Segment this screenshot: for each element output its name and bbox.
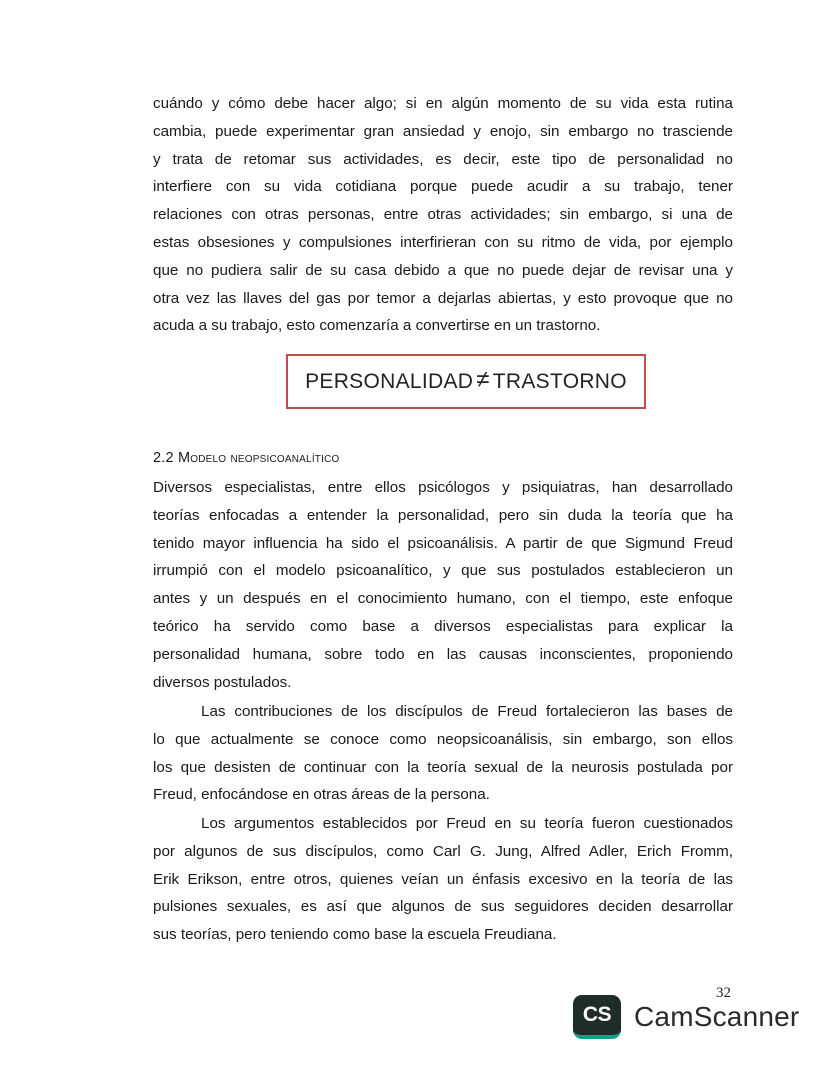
camscanner-brand: CamScanner [634,1001,800,1032]
callout-left-term: PERSONALIDAD [305,369,474,393]
text-line: por algunos de sus discípulos, como Carl G. Jung, Alfred Adler, Erich Fromm, [153,842,733,860]
text-line: Erik Erikson, entre otros, quienes veían un énfasis excesivo en la teoría de las [153,870,733,888]
text-line: que no pudiera salir de su casa debido a que no puede dejar de revisar una y [153,261,733,279]
paragraph-4 [153,810,733,949]
text-line: y trata de retomar sus actividades, es decir, este tipo de personalidad no [153,150,733,168]
personality-vs-disorder-callout [286,354,646,409]
text-line: teórico ha servido como base a diversos especialistas para explicar la [153,617,733,635]
section-heading: 2.2 Modelo neopsicoanalítico [153,450,340,466]
text-line: interfiere con su vida cotidiana porque puede acudir a su trabajo, tener [153,178,733,196]
text-line: personalidad humana, sobre todo en las causas inconscientes, proponiendo [153,645,733,663]
text-line: relaciones con otras personas, entre otras actividades; sin embargo, si una de [153,206,733,224]
text-line: cuándo y cómo debe hacer algo; si en algún momento de su vida esta rutina [153,95,733,112]
paragraph-2 [153,474,733,696]
text-line: Diversos especialistas, entre ellos psicólogos y psiquiatras, han desarrollado [153,479,733,496]
text-line: Los argumentos establecidos por Freud en su teoría fueron cuestionados [201,815,733,832]
text-line: cambia, puede experimentar gran ansiedad y enojo, sin embargo no trasciende [153,122,733,140]
page-number: 32 [716,985,731,1001]
text-line: antes y un después en el conocimiento humano, con el tiempo, este enfoque [153,590,733,608]
not-equal-symbol: ≠ [476,365,490,393]
text-line: lo que actualmente se conoce como neopsicoanálisis, sin embargo, son ellos [153,730,733,748]
camscanner-logo-text: CS [582,1003,612,1026]
text-line: los que desisten de continuar con la teoría sexual de la neurosis postulada por [153,758,733,776]
text-line: teorías enfocadas a entender la personalidad, pero sin duda la teoría que ha [153,506,733,524]
text-line: sus teorías, pero teniendo como base la escuela Freudiana. [153,926,557,944]
text-line: estas obsesiones y compulsiones interfirieran con su ritmo de vida, por ejemplo [153,233,733,251]
text-line: Las contribuciones de los discípulos de Freud fortalecieron las bases de [201,703,733,720]
text-line: irrumpió con el modelo psicoanalítico, y que sus postulados establecieron un [153,562,733,580]
paragraph-3 [153,698,733,809]
text-line: diversos postulados. [153,673,292,691]
text-line: otra vez las llaves del gas por temor a dejarlas abiertas, y esto provoque que no [153,289,733,307]
paragraph-1 [153,90,733,340]
text-line: tenido mayor influencia ha sido el psicoanálisis. A partir de que Sigmund Freud [153,534,733,552]
text-line: Freud, enfocándose en otras áreas de la persona. [153,786,490,804]
text-line: acuda a su trabajo, esto comenzaría a convertirse en un trastorno. [153,317,601,335]
text-line: pulsiones sexuales, es así que algunos de sus seguidores deciden desarrollar [153,898,733,916]
callout-right-term: TRASTORNO [492,369,627,393]
camscanner-logo-icon [573,995,621,1039]
